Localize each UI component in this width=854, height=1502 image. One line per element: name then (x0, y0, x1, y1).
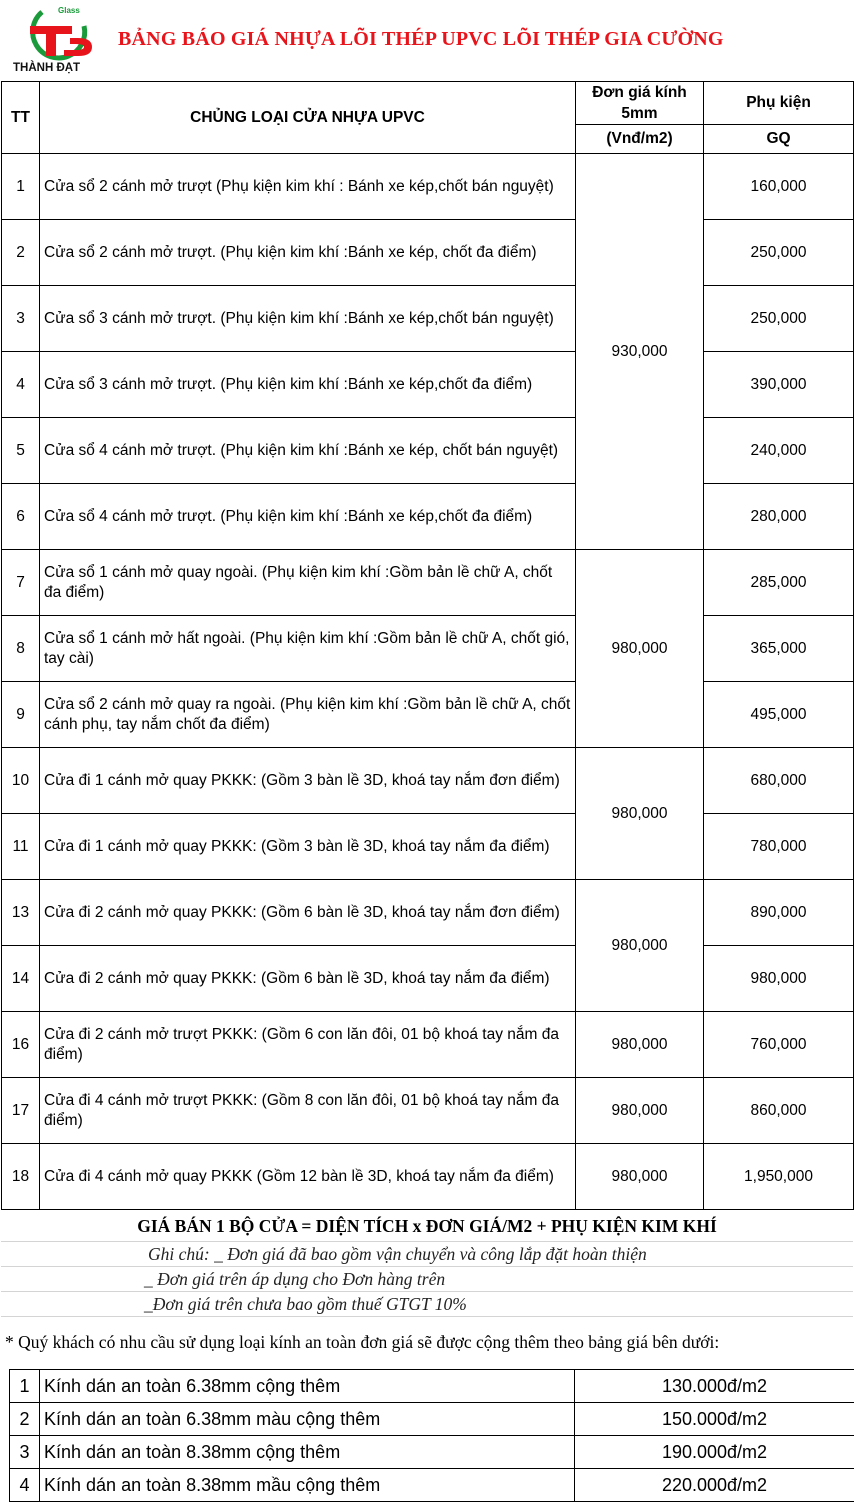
row-accessory: 780,000 (704, 814, 854, 880)
glass-row-no: 3 (10, 1436, 40, 1469)
row-accessory: 980,000 (704, 946, 854, 1012)
price-table (1, 81, 854, 1210)
row-tt: 17 (2, 1078, 40, 1144)
row-tt: 1 (2, 154, 40, 220)
row-accessory: 680,000 (704, 748, 854, 814)
header-accessory-sub: GQ (704, 125, 854, 154)
row-tt: 2 (2, 220, 40, 286)
row-accessory: 495,000 (704, 682, 854, 748)
row-tt: 10 (2, 748, 40, 814)
row-accessory: 860,000 (704, 1078, 854, 1144)
header-type (40, 82, 576, 154)
glass-price-cell: 980,000 (576, 1078, 704, 1144)
row-tt: 7 (2, 550, 40, 616)
row-name: Cửa sổ 4 cánh mở trượt. (Phụ kiện kim khí :Bánh xe kép, chốt bán nguyệt) (40, 418, 576, 484)
row-accessory: 280,000 (704, 484, 854, 550)
header-glass-line2: 5mm (621, 105, 658, 122)
glass-row-price: 130.000đ/m2 (575, 1370, 854, 1403)
row-name: Cửa sổ 2 cánh mở trượt (Phụ kiện kim khí : Bánh xe kép,chốt bán nguyệt) (40, 154, 576, 220)
row-name: Cửa sổ 3 cánh mở trượt. (Phụ kiện kim khí :Bánh xe kép,chốt đa điểm) (40, 352, 576, 418)
row-tt: 16 (2, 1012, 40, 1078)
row-name: Cửa đi 4 cánh mở quay PKKK (Gồm 12 bàn lề 3D, khoá tay nắm đa điểm) (40, 1144, 576, 1210)
glass-row-name: Kính dán an toàn 6.38mm màu cộng thêm (40, 1403, 575, 1436)
header-glass-line1: Đơn giá kính (592, 84, 687, 101)
row-name: Cửa đi 1 cánh mở quay PKKK: (Gồm 3 bàn lề 3D, khoá tay nắm đơn điểm) (40, 748, 576, 814)
header-glass (576, 82, 704, 125)
header-glass-unit: (Vnđ/m2) (576, 125, 704, 154)
row-name: Cửa sổ 2 cánh mở trượt. (Phụ kiện kim khí :Bánh xe kép, chốt đa điểm) (40, 220, 576, 286)
row-name: Cửa sổ 1 cánh mở hất ngoài. (Phụ kiện kim khí :Gồm bản lề chữ A, chốt gió, tay cài) (40, 616, 576, 682)
row-accessory: 1,950,000 (704, 1144, 854, 1210)
safety-glass-note: * Quý khách có nhu cầu sử dụng loại kính an toàn đơn giá sẽ được cộng thêm theo bảng giá bên dưới: (5, 1332, 720, 1352)
row-tt: 11 (2, 814, 40, 880)
glass-row-price: 220.000đ/m2 (575, 1469, 854, 1502)
row-accessory: 760,000 (704, 1012, 854, 1078)
row-tt: 13 (2, 880, 40, 946)
glass-row-price: 190.000đ/m2 (575, 1436, 854, 1469)
glass-price-cell: 980,000 (576, 1012, 704, 1078)
row-tt: 18 (2, 1144, 40, 1210)
header-type-label: CHỦNG LOẠI CỬA NHỰA UPVC (190, 108, 425, 126)
row-accessory: 250,000 (704, 286, 854, 352)
row-name: Cửa đi 2 cánh mở quay PKKK: (Gồm 6 bàn lề 3D, khoá tay nắm đơn điểm) (40, 880, 576, 946)
row-tt: 14 (2, 946, 40, 1012)
row-tt: 8 (2, 616, 40, 682)
row-name: Cửa sổ 3 cánh mở trượt. (Phụ kiện kim khí :Bánh xe kép,chốt bán nguyệt) (40, 286, 576, 352)
row-name: Cửa sổ 4 cánh mở trượt. (Phụ kiện kim khí :Bánh xe kép,chốt đa điểm) (40, 484, 576, 550)
row-tt: 4 (2, 352, 40, 418)
row-name: Cửa đi 2 cánh mở trượt PKKK: (Gồm 6 con lăn đôi, 01 bộ khoá tay nắm đa điểm) (40, 1012, 576, 1078)
glass-price-cell: 930,000 (576, 154, 704, 550)
row-name: Cửa đi 1 cánh mở quay PKKK: (Gồm 3 bàn lề 3D, khoá tay nắm đa điểm) (40, 814, 576, 880)
note-line-3: _Đơn giá trên chưa bao gồm thuế GTGT 10% (1, 1292, 853, 1317)
glass-row-price: 150.000đ/m2 (575, 1403, 854, 1436)
glass-row-no: 2 (10, 1403, 40, 1436)
note-line-2: _ Đơn giá trên áp dụng cho Đơn hàng trên (1, 1267, 853, 1292)
row-accessory: 285,000 (704, 550, 854, 616)
glass-row-name: Kính dán an toàn 8.38mm mầu cộng thêm (40, 1469, 575, 1502)
logo-text: THÀNH ĐẠT (13, 62, 81, 74)
price-notes (1, 1211, 853, 1317)
row-accessory: 160,000 (704, 154, 854, 220)
glass-row-no: 4 (10, 1469, 40, 1502)
page-header (0, 0, 854, 80)
glass-row-name: Kính dán an toàn 6.38mm cộng thêm (40, 1370, 575, 1403)
row-name: Cửa đi 4 cánh mở trượt PKKK: (Gồm 8 con lăn đôi, 01 bộ khoá tay nắm đa điểm) (40, 1078, 576, 1144)
row-name: Cửa đi 2 cánh mở quay PKKK: (Gồm 6 bàn lề 3D, khoá tay nắm đa điểm) (40, 946, 576, 1012)
note-line-1: Ghi chú: _ Đơn giá đã bao gồm vận chuyển và công lắp đặt hoàn thiện (1, 1242, 853, 1267)
row-tt: 3 (2, 286, 40, 352)
glass-price-cell: 980,000 (576, 880, 704, 1012)
row-accessory: 240,000 (704, 418, 854, 484)
row-name: Cửa sổ 2 cánh mở quay ra ngoài. (Phụ kiện kim khí :Gồm bản lề chữ A, chốt cánh phụ, tay nắm chốt đa điểm) (40, 682, 576, 748)
company-logo (12, 4, 104, 76)
row-tt: 9 (2, 682, 40, 748)
row-accessory: 365,000 (704, 616, 854, 682)
safety-glass-table (9, 1369, 854, 1502)
logo-small-text: Glass (58, 6, 80, 15)
glass-price-cell: 980,000 (576, 748, 704, 880)
row-tt: 6 (2, 484, 40, 550)
row-name: Cửa sổ 1 cánh mở quay ngoài. (Phụ kiện kim khí :Gồm bản lề chữ A, chốt đa điểm) (40, 550, 576, 616)
row-accessory: 890,000 (704, 880, 854, 946)
page-title: BẢNG BÁO GIÁ NHỰA LÕI THÉP UPVC LÕI THÉP GIA CƯỜNG (118, 28, 724, 50)
row-accessory: 390,000 (704, 352, 854, 418)
header-accessory: Phụ kiện (704, 82, 854, 125)
glass-price-cell: 980,000 (576, 550, 704, 748)
header-tt: TT (2, 82, 40, 154)
row-accessory: 250,000 (704, 220, 854, 286)
row-tt: 5 (2, 418, 40, 484)
price-formula: GIÁ BÁN 1 BỘ CỬA = DIỆN TÍCH x ĐƠN GIÁ/M2 + PHỤ KIỆN KIM KHÍ (1, 1211, 853, 1242)
glass-row-name: Kính dán an toàn 8.38mm cộng thêm (40, 1436, 575, 1469)
glass-row-no: 1 (10, 1370, 40, 1403)
glass-price-cell: 980,000 (576, 1144, 704, 1210)
